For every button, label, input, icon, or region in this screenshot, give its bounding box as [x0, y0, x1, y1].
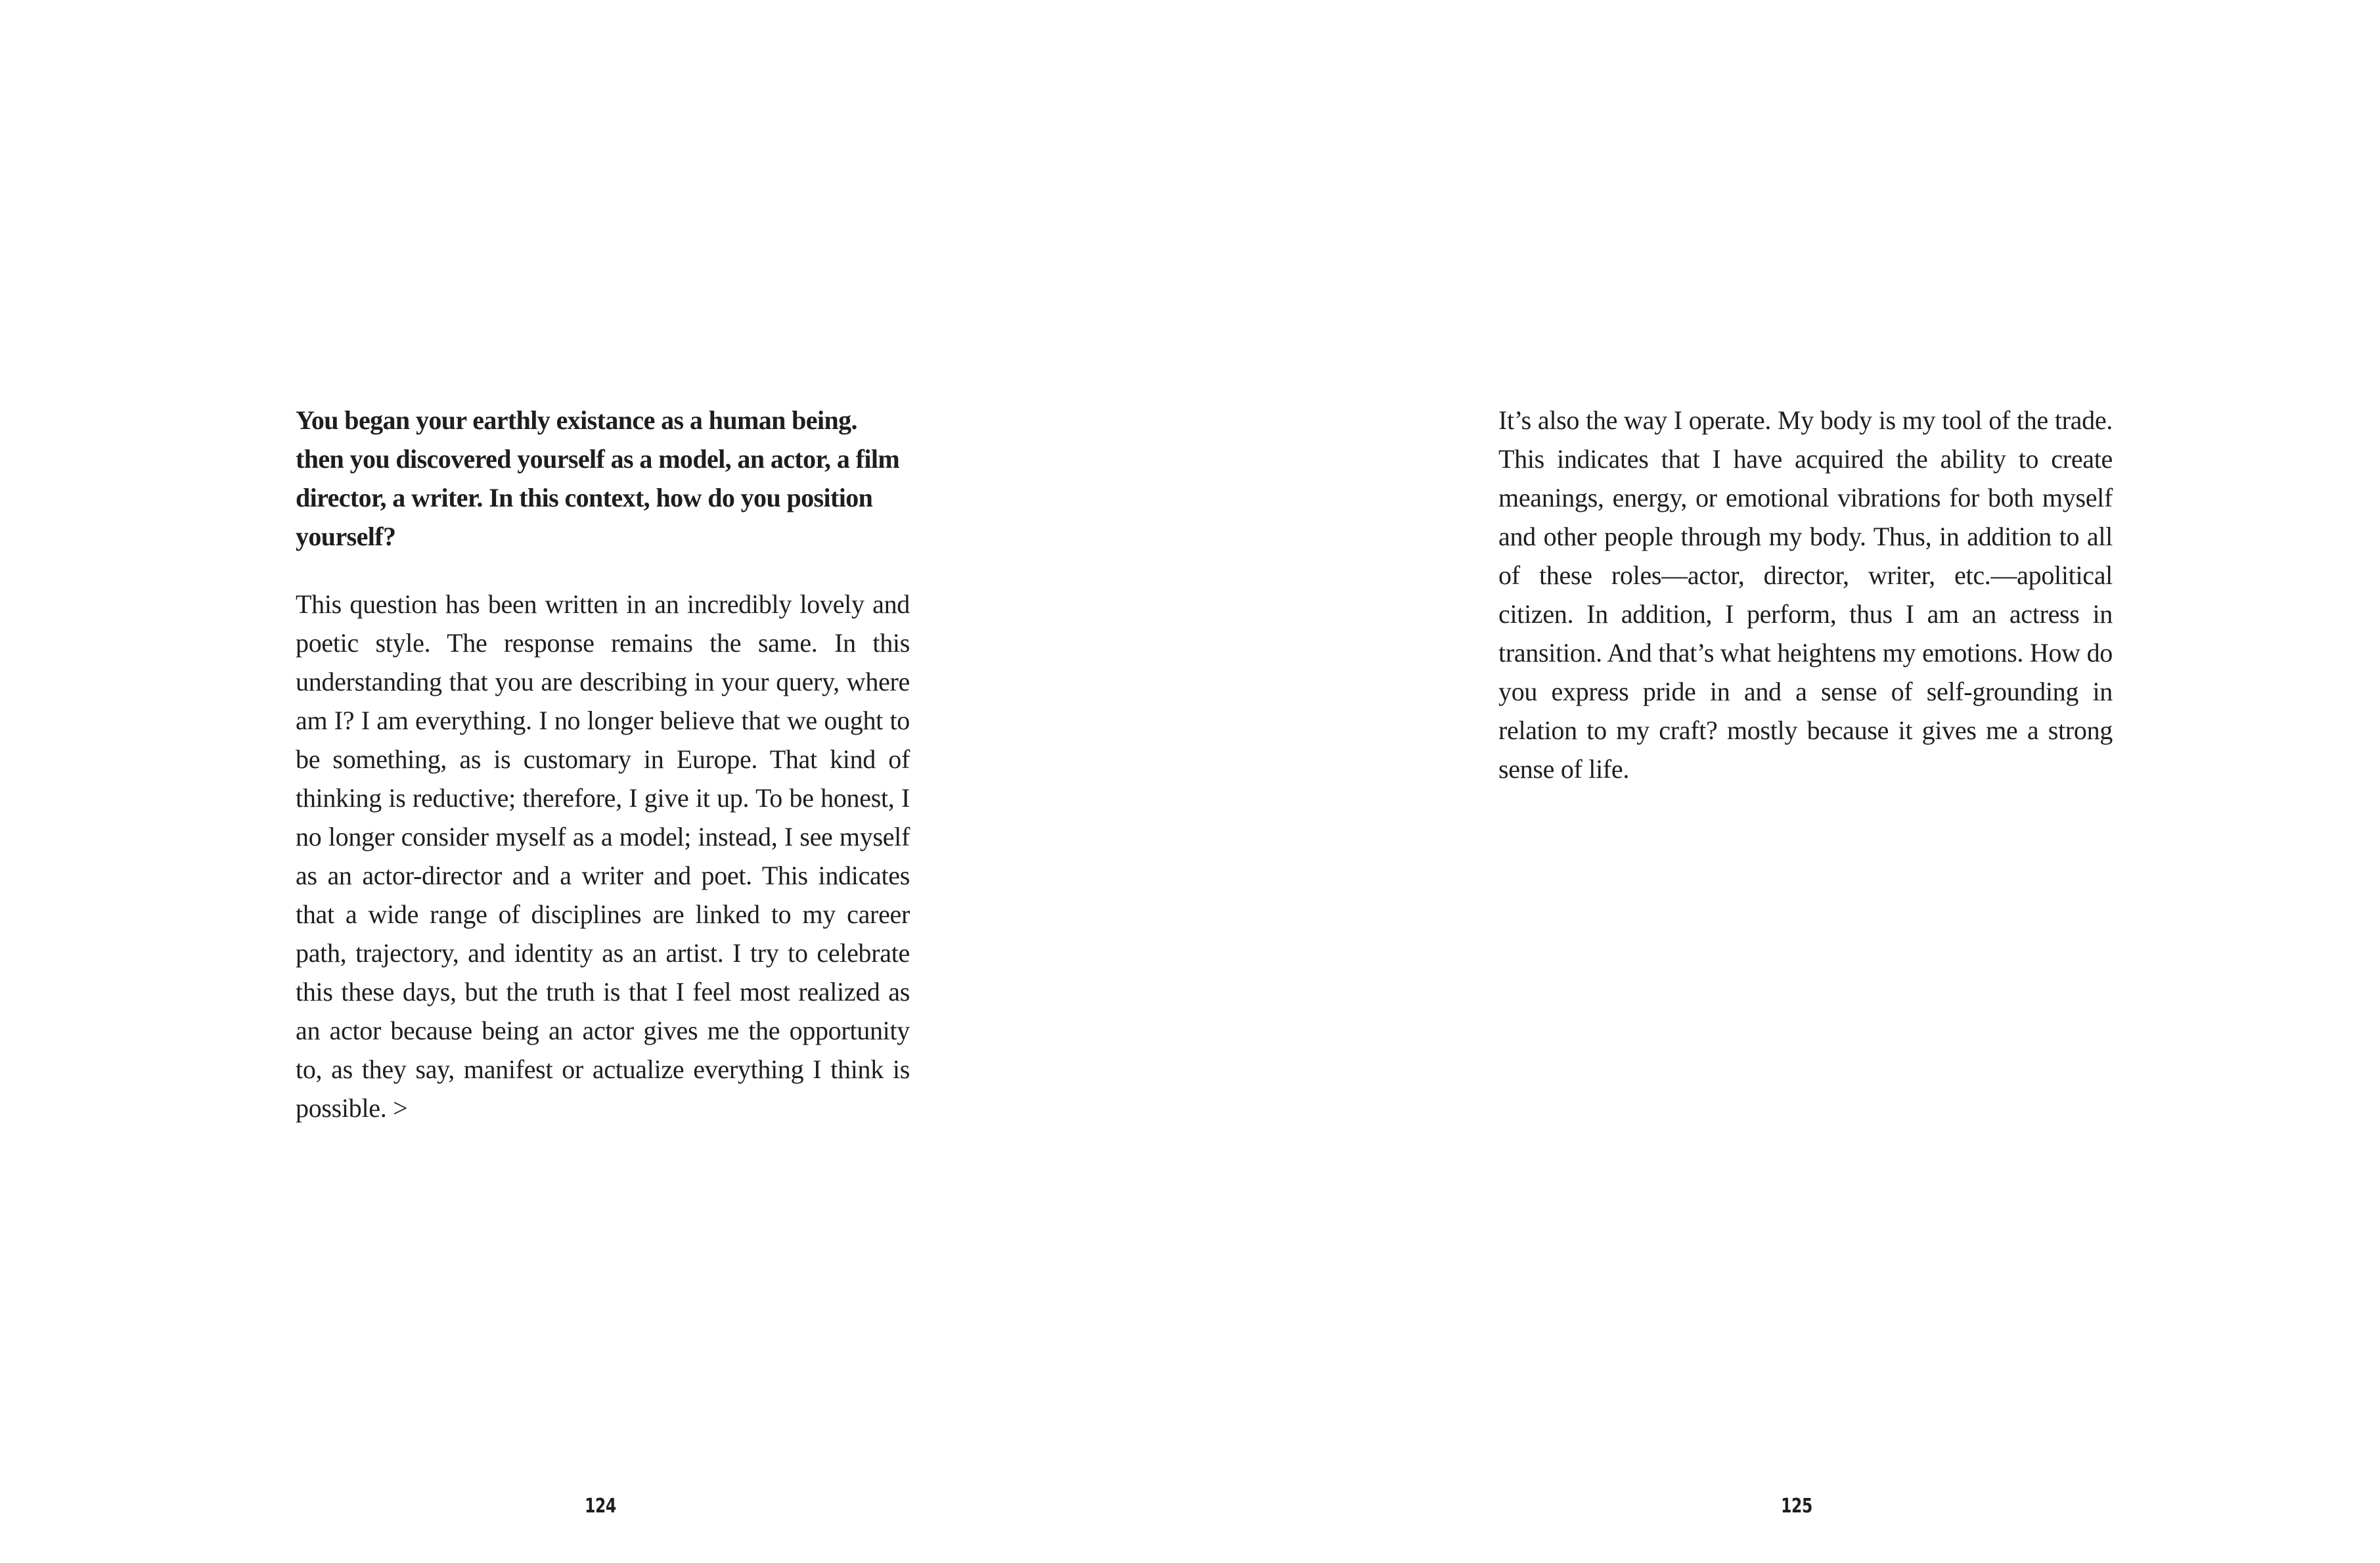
page-number-left: 124 — [585, 1495, 616, 1518]
interview-answer: This question has been written in an incredibly lovely and poetic style. The response remains the same. In this understanding that you are describing in your query, where am I? I am everything. I no longer believe that we ought to be something, as is customary in Europe. That kind of thinking is reductive; therefore, I give it up. To be honest, I no longer consider myself as a model; instead, I see myself as an actor-director and a writer and poet. This indicates that a wide range of disciplines are linked to my career path, trajectory, and identity as an artist. I try to celebrate this these days, but the truth is that I feel most realized as an actor because being an actor gives me the opportunity to, as they say, manifest or actualize everything I think is possible. > — [296, 589, 910, 1123]
interview-answer-continued: It’s also the way I operate. My body is my tool of the trade. This indicates that I have acquired the ability to create meanings, energy, or emotional vibrations for both myself and other people through my body. Thus, in addition to all of these roles—actor, director, writer, etc.—apolitical citizen. In addition, I perform, thus I am an actress in transition. And that’s what heightens my emotions. How do you express pride in and a sense of self-grounding in relation to my craft? mostly because it gives me a strong sense of life. — [1498, 405, 2113, 784]
interview-question: You began your earthly existance as a human being. then you discovered yourself as a model, an actor, a film director, a writer. In this context, how do you position yourself? — [296, 405, 900, 551]
page-number-right: 125 — [1781, 1495, 1812, 1518]
right-page — [1190, 0, 2379, 1563]
right-text-column — [1498, 401, 2113, 788]
left-text-column — [296, 401, 910, 1127]
